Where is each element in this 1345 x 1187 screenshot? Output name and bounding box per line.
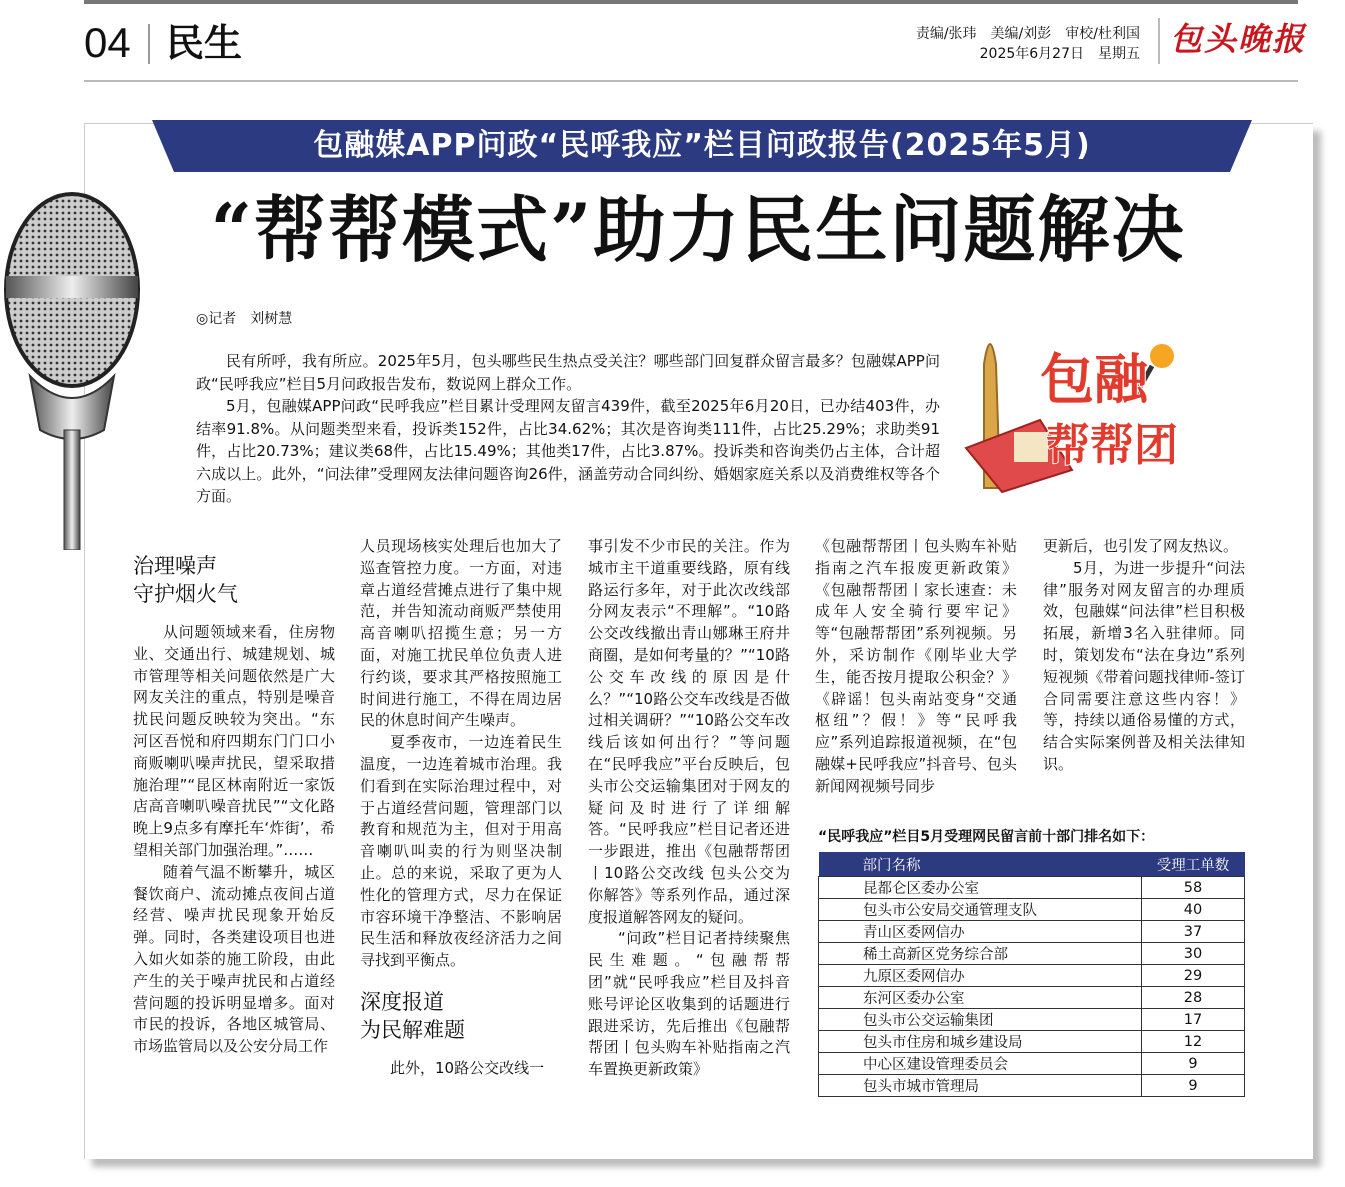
lead-paragraph: 5月，包融媒APP问政“民呼我应”栏目累计受理网友留言439件，截至2025年6月20日，已办结403件，办结率91.8%。从问题类型来看，投诉类152件，占比34.62%；其次是咨询类111件，占比25.29%；求助类91件，占比20.73%；建议类68件，占比15.49%；其他类17件，占比3.87%。投诉类和咨询类仍占主体，合计超六成以上。此外，“问法律”受理网友法律问题咨询26件，涵盖劳动合同纠纷、婚姻家庭关系以及消费维权等各个方面。 — [196, 397, 940, 505]
body-paragraph: 人员现场核实处理后也加大了巡查管控力度。一方面，对违章占道经营摊点进行了集中规范，并告知流动商贩严禁使用高音喇叭招揽生意；另一方面，对施工扰民单位负责人进行约谈，要求其严格按照施工时间进行施工，不得在周边居民的休息时间产生噪声。 — [360, 537, 562, 730]
count-cell: 58 — [1142, 877, 1245, 899]
table-row — [819, 987, 1245, 1009]
body-paragraph: 《包融帮帮团丨包头购车补贴指南之汽车报废更新政策》《包融帮帮团丨家长速查：未成年人安全骑行要牢记》等“包融帮帮团”系列视频。另外，采访制作《刚毕业大学生，能否按月提取公积金？》《辟谣！包头南站变身“交通枢纽”？假！》等“民呼我应”系列追踪报道视频，在“包融媒+民呼我应”抖音号、包头新闻网视频号同步 — [815, 537, 1017, 795]
headline: “帮帮模式”助力民生问题解决 — [210, 187, 1186, 272]
subhead-deep-report — [360, 988, 562, 1044]
table-row — [819, 1009, 1245, 1031]
department-cell: 包头市公交运输集团 — [819, 1009, 1142, 1031]
credits-line: 责编/张玮 美编/刘彭 审校/杜利国 — [915, 26, 1140, 42]
body-paragraph: 随着气温不断攀升，城区餐饮商户、流动摊点夜间占道经营、噪声扰民现象开始反弹。同时，各类建设项目也进入如火如荼的施工阶段，由此产生的关于噪声扰民和占道经营问题的投诉明显增多。面对市民的投诉，各地区城管局、市场监管局以及公安分局工作 — [133, 862, 335, 1056]
column-header-department: 部门名称 — [819, 852, 1142, 877]
column-1 — [133, 552, 335, 1058]
department-ranking-table — [818, 852, 1245, 1097]
count-cell: 28 — [1142, 987, 1245, 1009]
count-cell: 17 — [1142, 1009, 1245, 1031]
department-cell: 包头市住房和城乡建设局 — [819, 1031, 1142, 1053]
department-cell: 稀土高新区党务综合部 — [819, 943, 1142, 965]
column-5 — [1043, 536, 1245, 776]
column-4 — [815, 536, 1017, 798]
department-cell: 九原区委网信办 — [819, 965, 1142, 987]
page-number: 04 — [84, 19, 131, 66]
department-cell: 包头市城市管理局 — [819, 1075, 1142, 1097]
column-3 — [588, 536, 790, 1081]
department-cell: 东河区委办公室 — [819, 987, 1142, 1009]
body-paragraph: 从问题领域来看，住房物业、交通出行、城建规划、城市管理等相关问题依然是广大网友关注的重点，特别是噪音扰民问题反映较为突出。“东河区吾悦和府四期东门门口小商贩喇叭噪声扰民，望采取措施治理”“昆区林南附近一家饭店高音喇叭噪音扰民”“文化路晚上9点多有摩托车‘炸街’，希望相关部门加强治理。”…… — [133, 623, 335, 859]
table-title: “民呼我应”栏目5月受理网民留言前十部门排名如下： — [818, 829, 1155, 845]
count-cell: 29 — [1142, 965, 1245, 987]
department-cell: 青山区委网信办 — [819, 921, 1142, 943]
subhead-line: 守护烟火气 — [133, 582, 238, 606]
byline: ◎记者 刘树慧 — [196, 311, 293, 327]
table-row — [819, 899, 1245, 921]
count-cell: 9 — [1142, 1053, 1245, 1075]
department-cell: 中心区建设管理委员会 — [819, 1053, 1142, 1075]
microphone-icon — [0, 180, 140, 550]
subhead-noise — [133, 552, 335, 608]
table-row — [819, 1031, 1245, 1053]
column-header-count: 受理工单数 — [1142, 852, 1245, 877]
top-rule — [84, 0, 1298, 4]
date-line: 2025年6月27日 星期五 — [979, 46, 1140, 62]
section-title: 民生 — [166, 21, 243, 65]
banner-title: 包融媒APP问政“民呼我应”栏目问政报告(2025年5月) — [313, 128, 1091, 163]
table-header-row — [819, 852, 1245, 877]
body-paragraph: 5月，为进一步提升“问法律”服务对网友留言的办理质效，包融媒“问法律”栏目积极拓展，新增3名入驻律师。同时，策划发布“法在身边”系列短视频《带着问题找律师-签订合同需要注意这些内容！》等，持续以通俗易懂的方式，结合实际案例普及相关法律知识。 — [1043, 558, 1245, 773]
table-row — [819, 877, 1245, 899]
badge-line1: 包融 — [1040, 348, 1148, 411]
logo-separator — [1158, 18, 1160, 64]
table-row — [819, 921, 1245, 943]
body-paragraph: 此外，10路公交改线一 — [390, 1058, 545, 1077]
count-cell: 12 — [1142, 1031, 1245, 1053]
subhead-line: 为民解难题 — [360, 1017, 465, 1042]
body-paragraph: “问政”栏目记者持续聚焦民生难题。“包融帮帮团”就“民呼我应”栏目及抖音账号评论区收集到的话题进行跟进采访，先后推出《包融帮帮团丨包头购车补贴指南之汽车置换更新政策》 — [588, 929, 790, 1079]
lead-paragraphs — [196, 350, 940, 508]
header-rule — [84, 80, 1298, 82]
subhead-line: 治理噪声 — [133, 554, 217, 578]
body-paragraph: 事引发不少市民的关注。作为城市主干道重要线路，原有线路运行多年，对于此次改线部分网友表示“不理解”。“10路公交改线撤出青山娜琳王府井商圈，是如何考量的？”“10路公交车改线的原因是什么？”“10路公交车改线是否做过相关调研？”“10路公交车改线后该如何出行？”等问题在“民呼我应”平台反映后，包头市公交运输集团对于网友的疑问及时进行了详细解答。“民呼我应”栏目记者还进一步跟进，推出《包融帮帮团丨10路公交改线 包头公交为你解答》等系列作品，通过深度报道解答网友的疑问。 — [588, 537, 790, 926]
table-row — [819, 1075, 1245, 1097]
subhead-line: 深度报道 — [360, 989, 444, 1014]
table-row — [819, 943, 1245, 965]
count-cell: 40 — [1142, 899, 1245, 921]
count-cell: 9 — [1142, 1075, 1245, 1097]
count-cell: 30 — [1142, 943, 1245, 965]
lead-paragraph: 民有所呼，我有所应。2025年5月，包头哪些民生热点受关注？哪些部门回复群众留言最多？包融媒APP问政“民呼我应”栏目5月问政报告发布，数说网上群众工作。 — [196, 352, 940, 393]
badge-line2: 帮帮团 — [1046, 420, 1178, 471]
newspaper-logo: 包头晚报 — [1170, 20, 1307, 58]
header-separator — [148, 24, 150, 64]
table-row — [819, 965, 1245, 987]
department-cell: 昆都仑区委办公室 — [819, 877, 1142, 899]
table-row — [819, 1053, 1245, 1075]
body-paragraph: 更新后，也引发了网友热议。 — [1043, 537, 1239, 555]
count-cell: 37 — [1142, 921, 1245, 943]
body-paragraph: 夏季夜市，一边连着民生温度，一边连着城市治理。我们看到在实际治理过程中，对于占道经营问题，管理部门以教育和规范为主，但对于用高音喇叭叫卖的行为则坚决制止。总的来说，采取了更为人性化的管理方式，尽力在保证市容环境干净整洁、不影响居民生活和释放夜经济活力之间寻找到平衡点。 — [360, 733, 562, 970]
column-2 — [360, 536, 562, 1080]
bangbang-badge — [962, 320, 1192, 495]
editor-credits — [860, 24, 1140, 64]
department-cell: 包头市公安局交通管理支队 — [819, 899, 1142, 921]
